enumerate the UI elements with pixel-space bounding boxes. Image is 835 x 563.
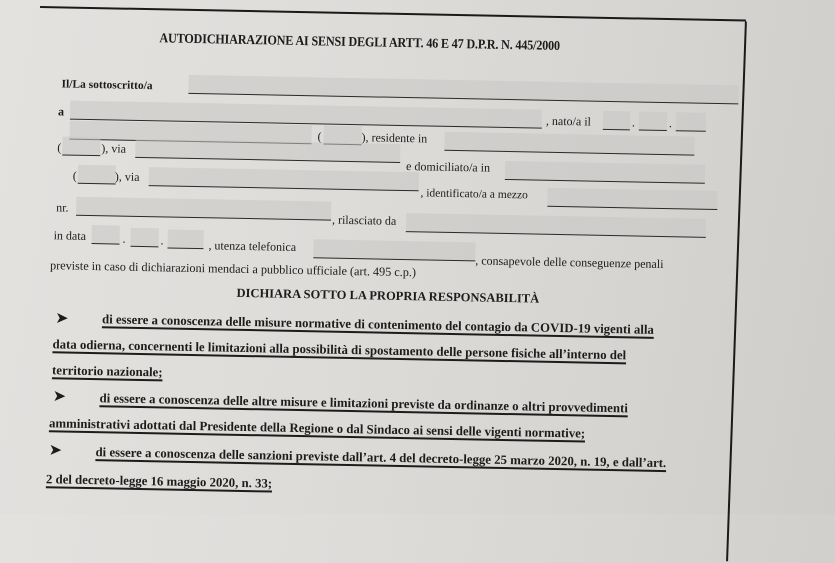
field-data-rilascio-gg[interactable] xyxy=(92,225,120,245)
date-separator: . xyxy=(631,115,636,130)
label-previste: previste in caso di dichiarazioni mendaci a pubblico ufficiale (art. 495 c.p.) xyxy=(49,258,417,280)
field-data-rilascio-mm[interactable] xyxy=(130,228,158,248)
label-domiciliato: e domiciliato/a in xyxy=(405,159,491,175)
field-rilasciato-da[interactable] xyxy=(406,213,706,238)
bullet-arrow-icon: ➤ xyxy=(49,443,62,459)
declaration-2-line-2: amministrativi adottati dal Presidente della Regione o dal Sindaco ai sensi delle vigenti normative; xyxy=(48,416,586,441)
label-nr: nr. xyxy=(56,200,69,215)
field-numero-documento[interactable] xyxy=(76,197,331,221)
field-provincia-residenza[interactable] xyxy=(62,136,100,156)
field-documento[interactable] xyxy=(547,188,717,210)
bullet-arrow-icon: ➤ xyxy=(53,389,66,405)
bullet-arrow-icon: ➤ xyxy=(55,311,68,327)
field-residente-in[interactable] xyxy=(444,132,694,156)
declaration-3-line-1: di essere a conoscenza delle sanzioni previste dall’art. 4 del decreto-legge 25 marzo 2020, n. 19, e dall’art. xyxy=(95,445,667,471)
label-a: a xyxy=(57,104,65,119)
paren-open: ( xyxy=(72,168,77,183)
field-via-domicilio[interactable] xyxy=(149,167,419,191)
paren-open: ( xyxy=(317,129,322,144)
declaration-heading: DICHIARA SOTTO LA PROPRIA RESPONSABILITÀ xyxy=(236,285,540,306)
field-data-rilascio-aa[interactable] xyxy=(167,229,203,249)
label-via-residenza: ), via xyxy=(101,141,127,156)
document-title: AUTODICHIARAZIONE AI SENSI DEGLI ARTT. 46 E 47 D.P.R. N. 445/2000 xyxy=(159,30,561,53)
label-nato: , nato/a il xyxy=(545,113,592,129)
field-domiciliato-in[interactable] xyxy=(505,161,705,184)
date-separator: . xyxy=(668,116,673,131)
declaration-1-line-2: data odierna, concernenti le limitazioni alla possibilità di spostamento delle persone fisiche all’interno del xyxy=(52,337,627,363)
field-utenza-telefonica[interactable] xyxy=(313,239,475,261)
label-rilasciato: , rilasciato da xyxy=(331,212,397,228)
form-border-top xyxy=(40,6,746,22)
field-data-nascita-mm[interactable] xyxy=(639,112,667,132)
field-via-residenza[interactable] xyxy=(135,139,400,163)
paren-open: ( xyxy=(57,140,62,155)
date-separator: . xyxy=(160,233,164,248)
declaration-1-line-1: di essere a conoscenza delle misure normative di contenimento del contagio da COVID-19 vigenti alla xyxy=(101,312,654,337)
declaration-3-line-2: 2 del decreto-legge 16 maggio 2020, n. 33; xyxy=(45,472,273,491)
date-separator: . xyxy=(122,231,126,246)
declaration-1-line-3: territorio nazionale; xyxy=(51,363,163,380)
field-provincia-domicilio[interactable] xyxy=(78,165,116,185)
label-in-data: in data xyxy=(53,228,87,243)
label-utenza: , utenza telefonica xyxy=(208,238,297,254)
field-sottoscritto[interactable] xyxy=(188,75,738,105)
field-data-nascita-gg[interactable] xyxy=(603,111,630,131)
field-data-nascita-aa[interactable] xyxy=(676,112,706,132)
label-consapevole: , consapevole delle conseguenze penali xyxy=(475,253,664,272)
declaration-2-line-1: di essere a conoscenza delle altre misure e limitazioni previste da ordinanze o altri provvedimenti xyxy=(99,391,629,416)
label-residente: ), residente in xyxy=(361,130,428,146)
label-via-domicilio: ), via xyxy=(114,169,140,184)
label-sottoscritto: Il/La sottoscritto/a xyxy=(61,78,153,93)
label-identificato: , identificato/a a mezzo xyxy=(420,187,528,202)
